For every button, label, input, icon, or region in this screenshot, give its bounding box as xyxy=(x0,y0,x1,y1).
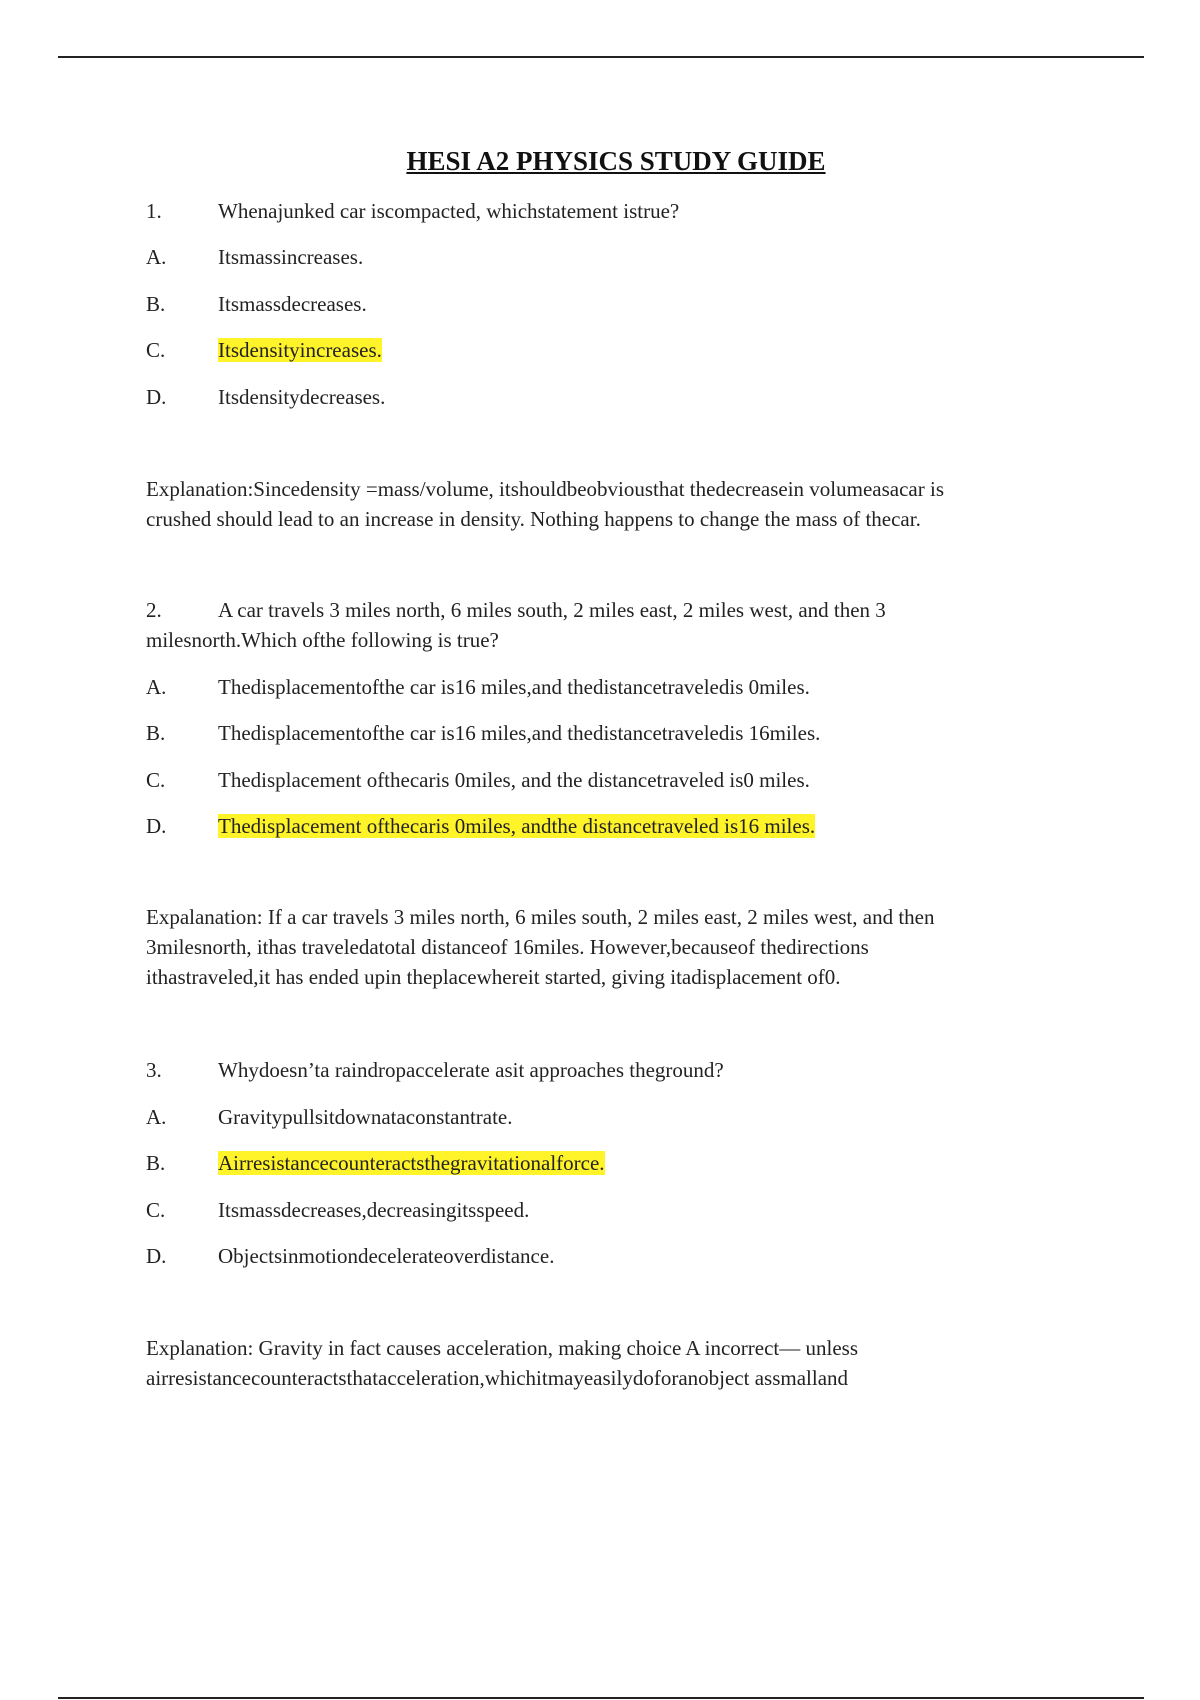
q3-option-d xyxy=(146,1241,554,1271)
explanation-line: crushed should lead to an increase in density. Nothing happens to change the mass of thecar. xyxy=(146,507,921,531)
option-text: Itsmassincreases. xyxy=(218,245,364,269)
explanation-line: 3milesnorth, ithas traveledatotal distanceof 16miles. However,becauseof thedirections xyxy=(146,935,869,959)
option-letter: B. xyxy=(146,721,166,745)
q2-explanation xyxy=(146,902,1086,992)
option-text: Itsmassdecreases. xyxy=(218,292,367,316)
q2-option-b xyxy=(146,718,820,748)
explanation-line: Expalanation: If a car travels 3 miles north, 6 miles south, 2 miles east, 2 miles west, and then xyxy=(146,905,935,929)
question-text-continued: milesnorth.Which ofthe following is true? xyxy=(146,628,499,652)
option-letter: D. xyxy=(146,814,167,838)
question-text: Whenajunked car iscompacted, whichstatement istrue? xyxy=(218,199,680,223)
q3-explanation xyxy=(146,1333,1086,1393)
option-letter: A. xyxy=(146,1105,167,1129)
option-text: Thedisplacementofthe car is16 miles,and thedistancetraveledis 0miles. xyxy=(218,675,810,699)
question-1 xyxy=(146,196,679,226)
question-text: A car travels 3 miles north, 6 miles south, 2 miles east, 2 miles west, and then 3 xyxy=(218,598,886,622)
q1-explanation xyxy=(146,474,1086,534)
question-3 xyxy=(146,1055,724,1085)
q3-option-c xyxy=(146,1195,529,1225)
option-letter: C. xyxy=(146,338,166,362)
highlighted-answer: Itsdensityincreases. xyxy=(218,338,382,362)
option-text: Thedisplacementofthe car is16 miles,and thedistancetraveledis 16miles. xyxy=(218,721,821,745)
q2-option-d xyxy=(146,811,815,841)
explanation-line: Explanation:Sincedensity =mass/volume, itshouldbeobviousthat thedecreasein volumeasacar is xyxy=(146,477,944,501)
explanation-line: Explanation: Gravity in fact causes acceleration, making choice A incorrect— unless xyxy=(146,1336,858,1360)
highlighted-answer: Thedisplacement ofthecaris 0miles, andthe distancetraveled is16 miles. xyxy=(218,814,816,838)
option-letter: B. xyxy=(146,292,166,316)
option-text: Objectsinmotiondecelerateoverdistance. xyxy=(218,1244,555,1268)
q2-option-c xyxy=(146,765,810,795)
option-text: Itsdensitydecreases. xyxy=(218,385,386,409)
option-letter: C. xyxy=(146,1198,166,1222)
question-2 xyxy=(146,595,1086,655)
question-number: 1. xyxy=(146,199,162,223)
option-letter: A. xyxy=(146,675,167,699)
option-letter: C. xyxy=(146,768,166,792)
highlighted-answer: Airresistancecounteractsthegravitationalforce. xyxy=(218,1151,605,1175)
option-text: Gravitypullsitdownataconstantrate. xyxy=(218,1105,513,1129)
q1-option-b xyxy=(146,289,367,319)
option-letter: D. xyxy=(146,1244,167,1268)
option-letter: B. xyxy=(146,1151,166,1175)
q1-option-a xyxy=(146,242,363,272)
explanation-line: ithastraveled,it has ended upin theplacewhereit started, giving itadisplacement of0. xyxy=(146,965,841,989)
top-rule xyxy=(58,56,1144,58)
page-title: HESI A2 PHYSICS STUDY GUIDE xyxy=(406,146,826,176)
question-text: Whydoesn’ta raindropaccelerate asit approaches theground? xyxy=(218,1058,724,1082)
option-text: Thedisplacement ofthecaris 0miles, and the distancetraveled is0 miles. xyxy=(218,768,810,792)
question-number: 3. xyxy=(146,1058,162,1082)
option-text: Itsmassdecreases,decreasingitsspeed. xyxy=(218,1198,530,1222)
bottom-rule xyxy=(58,1697,1144,1699)
option-letter: A. xyxy=(146,245,167,269)
question-number: 2. xyxy=(146,598,162,622)
q1-option-c xyxy=(146,335,382,365)
explanation-line: airresistancecounteractsthatacceleration,whichitmayeasilydoforanobject assmalland xyxy=(146,1366,849,1390)
q1-option-d xyxy=(146,382,385,412)
q3-option-b xyxy=(146,1148,605,1178)
q2-option-a xyxy=(146,672,810,702)
q3-option-a xyxy=(146,1102,513,1132)
option-letter: D. xyxy=(146,385,167,409)
